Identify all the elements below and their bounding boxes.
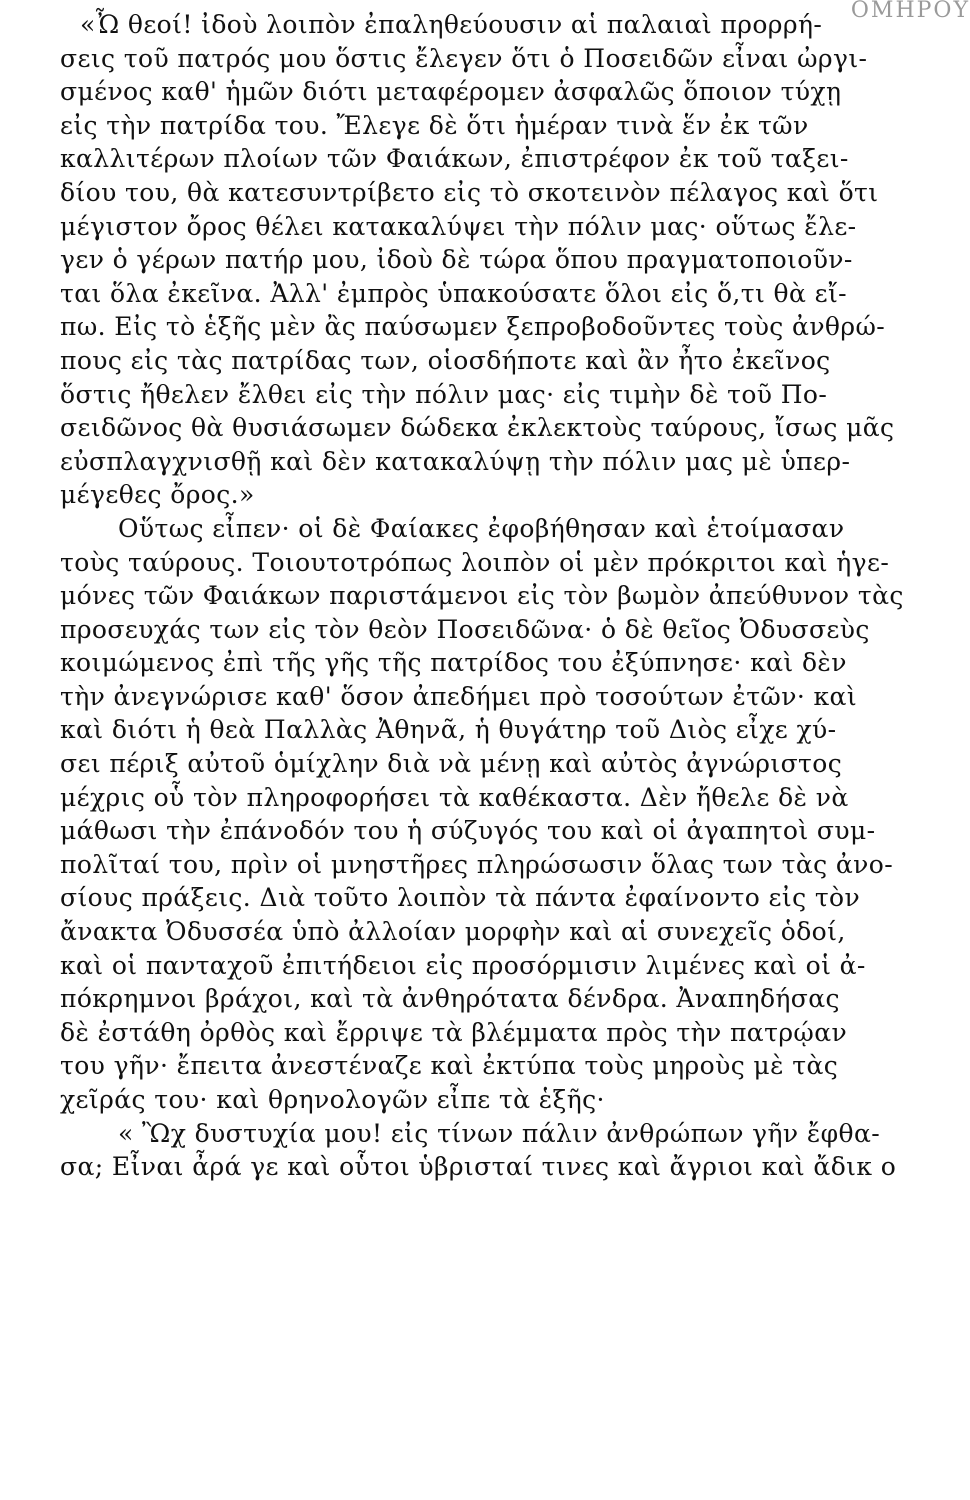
- text-line: προσευχάς των εἰς τὸν θεὸν Ποσειδῶνα· ὁ δὲ θεῖος Ὀδυσσεὺς: [60, 614, 870, 644]
- text-line: σίους πράξεις. Διὰ τοῦτο λοιπὸν τὰ πάντα ἐφαίνοντο εἰς τὸν: [60, 883, 861, 913]
- text-line: σεις τοῦ πατρός μου ὅστις ἔλεγεν ὅτι ὁ Ποσειδῶν εἶναι ὠργι-: [60, 43, 868, 73]
- text-line: χεῖράς του· καὶ θρηνολογῶν εἶπε τὰ ἑξῆς·: [60, 1085, 605, 1114]
- text-line: καλλιτέρων πλοίων τῶν Φαιάκων, ἐπιστρέφον ἐκ τοῦ ταξει-: [60, 144, 849, 174]
- text-line: καὶ διότι ἡ θεὰ Παλλὰς Ἀθηνᾶ, ἡ θυγάτηρ τοῦ Διὸς εἶχε χύ-: [60, 715, 837, 745]
- text-line: του γῆν· ἔπειτα ἀνεστέναζε καὶ ἐκτύπα τοὺς μηροὺς μὲ τὰς: [60, 1051, 839, 1081]
- text-line: κοιμώμενος ἐπὶ τῆς γῆς τῆς πατρίδος του ἐξύπνησε· καὶ δὲν: [60, 648, 847, 678]
- text-line: ἄνακτα Ὀδυσσέα ὑπὸ ἀλλοίαν μορφὴν καὶ αἱ συνεχεῖς ὁδοί,: [60, 917, 846, 947]
- text-line: εὐσπλαγχνισθῇ καὶ δὲν κατακαλύψῃ τὴν πόλιν μας μὲ ὑπερ-: [60, 446, 851, 476]
- text-line: « Ὢχ δυστυχία μου! εἰς τίνων πάλιν ἀνθρώπων γῆν ἔφθα-: [118, 1118, 881, 1148]
- text-line: σμένος καθ' ἡμῶν διότι μεταφέρομεν ἀσφαλῶς ὅποιον τύχῃ: [60, 77, 842, 107]
- text-line: γεν ὁ γέρων πατήρ μου, ἰδοὺ δὲ τώρα ὅπου πραγματοποιοῦν-: [60, 245, 853, 275]
- bleed-through-header: ΟΜΗΡΟΥ: [850, 0, 970, 22]
- text-line: σα; Εἶναι ἆρά γε καὶ οὗτοι ὑβρισταί τινες καὶ ἄγριοι καὶ ἄδικ ο: [60, 1152, 897, 1182]
- text-line: εἰς τὴν πατρίδα του. Ἔλεγε δὲ ὅτι ἡμέραν τινὰ ἕν ἐκ τῶν: [60, 110, 809, 140]
- text-line: δίου του, θὰ κατεσυντρίβετο εἰς τὸ σκοτεινὸν πέλαγος καὶ ὅτι: [60, 177, 879, 207]
- text-line: Οὕτως εἶπεν· οἱ δὲ Φαίακες ἐφοβήθησαν καὶ ἑτοίμασαν: [118, 513, 845, 543]
- text-line: ὅστις ἤθελεν ἔλθει εἰς τὴν πόλιν μας· εἰς τιμὴν δὲ τοῦ Πο-: [60, 379, 828, 409]
- text-line: πολῖταί του, πρὶν οἱ μνηστῆρες πληρώσωσιν ὅλας των τὰς ἀνο-: [60, 849, 894, 879]
- text-line: μάθωσι τὴν ἐπάνοδόν του ἡ σύζυγός του καὶ οἱ ἀγαπητοὶ συμ-: [60, 816, 876, 846]
- text-line: τὴν ἀνεγνώρισε καθ' ὅσον ἀπεδήμει πρὸ τοσούτων ἐτῶν· καὶ: [60, 681, 858, 711]
- text-line: πω. Εἰς τὸ ἑξῆς μὲν ἂς παύσωμεν ξεπροβοδοῦντες τοὺς ἀνθρώ-: [60, 312, 886, 342]
- text-line: μέγιστον ὄρος θέλει κατακαλύψει τὴν πόλιν μας· οὕτως ἔλε-: [60, 211, 857, 241]
- text-line: μόνες τῶν Φαιάκων παριστάμενοι εἰς τὸν βωμὸν ἀπεύθυνον τὰς: [60, 581, 904, 611]
- text-line: μέχρις οὗ τὸν πληροφορήσει τὰ καθέκαστα. Δὲν ἤθελε δὲ νὰ: [60, 782, 849, 812]
- text-line: καὶ οἱ πανταχοῦ ἐπιτήδειοι εἰς προσόρμισιν λιμένες καὶ οἱ ἀ-: [60, 950, 866, 980]
- text-line: «Ὦ θεοί! ἰδοὺ λοιπὸν ἐπαληθεύουσιν αἱ παλαιαὶ προρρή-: [80, 10, 823, 39]
- text-line: τοὺς ταύρους. Τοιουτοτρόπως λοιπὸν οἱ μὲν πρόκριτοι καὶ ἡγε-: [60, 547, 890, 577]
- text-line: ται ὅλα ἐκεῖνα. Ἀλλ' ἐμπρὸς ὑπακούσατε ὅλοι εἰς ὅ,τι θὰ εἴ-: [60, 278, 848, 308]
- text-line: μέγεθες ὄρος.»: [60, 480, 255, 510]
- page-body-text: [60, 8, 904, 1184]
- text-line: δὲ ἐστάθη ὀρθὸς καὶ ἔρριψε τὰ βλέμματα πρὸς τὴν πατρῴαν: [60, 1017, 848, 1047]
- text-line: σειδῶνος θὰ θυσιάσωμεν δώδεκα ἐκλεκτοὺς ταύρους, ἴσως μᾶς: [60, 413, 895, 443]
- text-line: πους εἰς τὰς πατρίδας των, οἱοσδήποτε καὶ ἂν ἦτο ἐκεῖνος: [60, 345, 831, 375]
- text-line: σει πέριξ αὐτοῦ ὁμίχλην διὰ νὰ μένῃ καὶ αὐτὸς ἀγνώριστος: [60, 749, 843, 779]
- text-line: πόκρημνοι βράχοι, καὶ τὰ ἀνθηρότατα δένδρα. Ἀναπηδήσας: [60, 984, 840, 1014]
